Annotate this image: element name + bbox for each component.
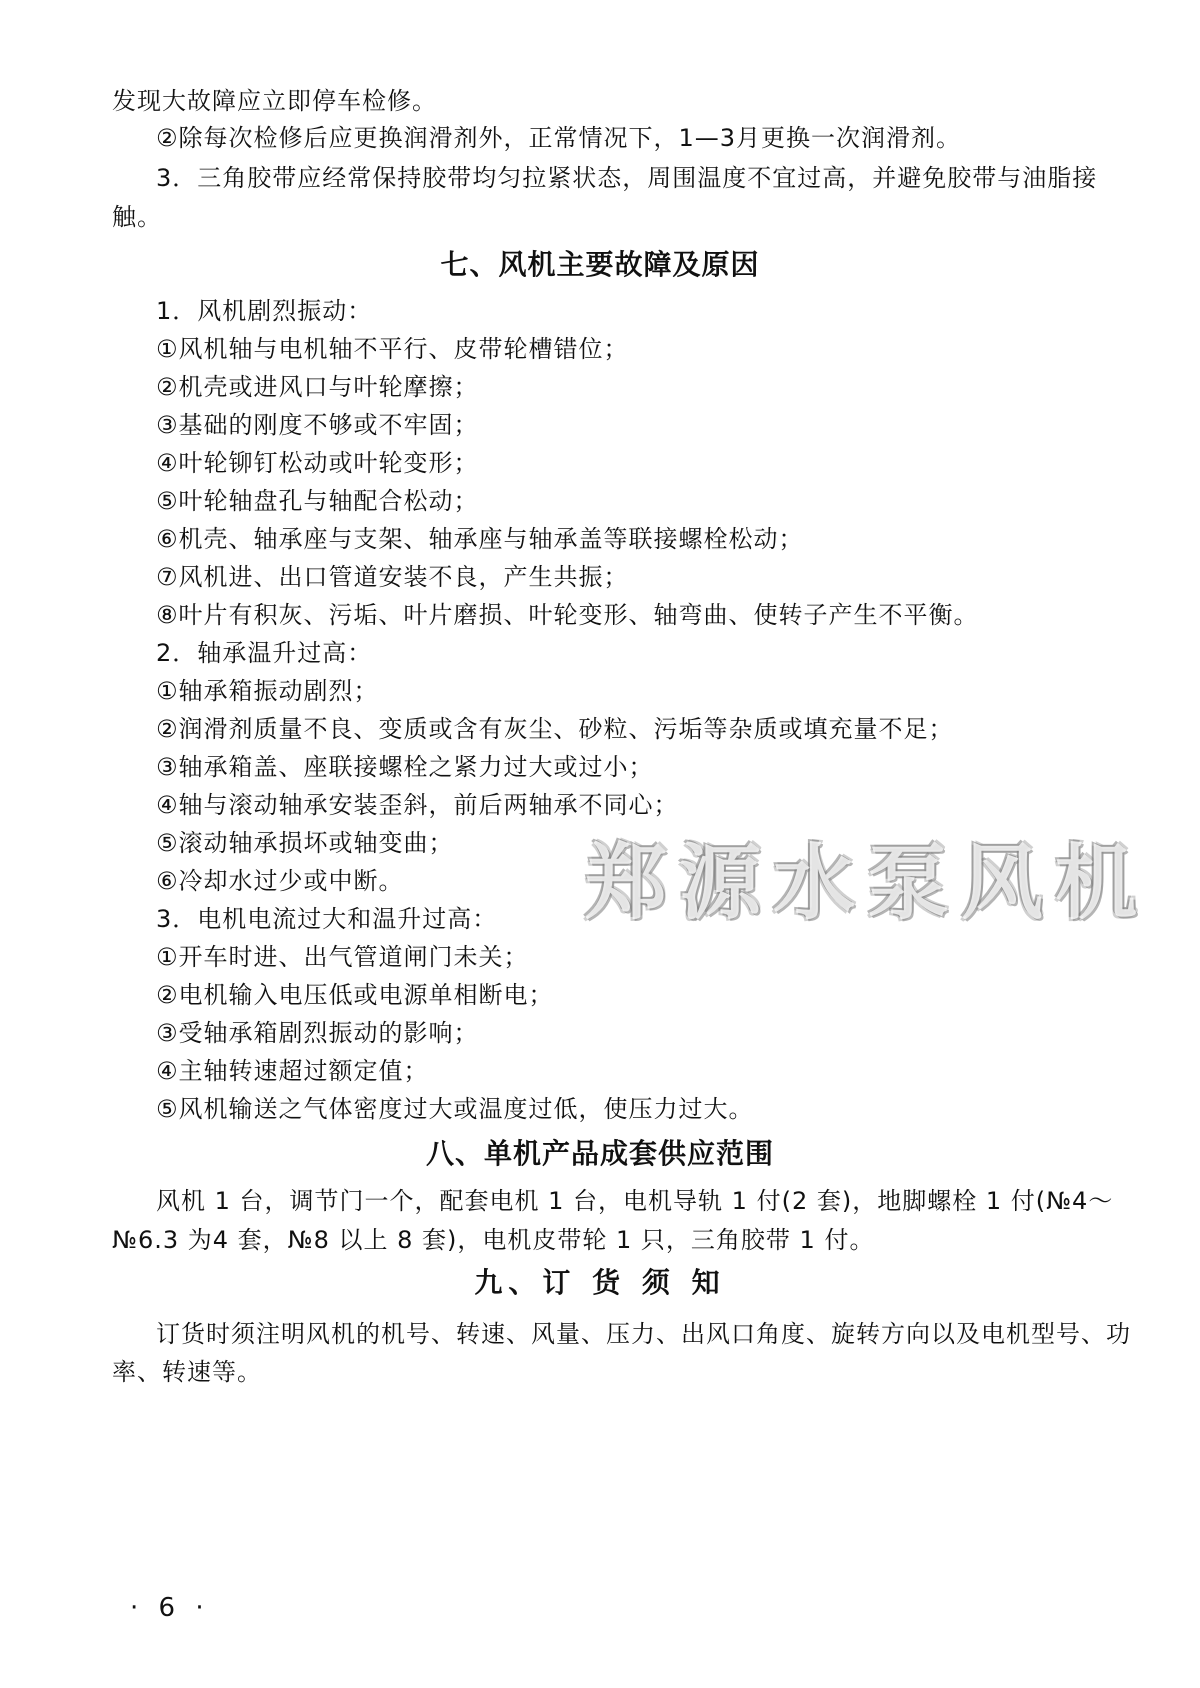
list-item: ②机壳或进风口与叶轮摩擦； [156, 373, 479, 401]
list-item: ④轴与滚动轴承安装歪斜，前后两轴承不同心； [156, 791, 679, 819]
page-number: · 6 · [130, 1593, 210, 1623]
list-item: ①轴承箱振动剧烈； [156, 677, 379, 705]
list-item: ⑦风机进、出口管道安装不良，产生共振； [156, 563, 629, 591]
list-item: ⑧叶片有积灰、污垢、叶片磨损、叶轮变形、轴弯曲、使转子产生不平衡。 [156, 601, 979, 629]
list-item: ④主轴转速超过额定值； [156, 1057, 429, 1085]
list-item: ③轴承箱盖、座联接螺栓之紧力过大或过小； [156, 753, 654, 781]
paragraph-line: 率、转速等。 [112, 1358, 262, 1386]
list-item: ②电机输入电压低或电源单相断电； [156, 981, 554, 1009]
list-item: ①开车时进、出气管道闸门未关； [156, 943, 529, 971]
watermark: 郑源水泵风机 [585, 835, 1150, 931]
paragraph-line: 触。 [112, 203, 162, 231]
list-item: ①风机轴与电机轴不平行、皮带轮槽错位； [156, 335, 629, 363]
list-item: ③受轴承箱剧烈振动的影响； [156, 1019, 479, 1047]
paragraph-line: 3．三角胶带应经常保持胶带均匀拉紧状态，周围温度不宜过高，并避免胶带与油脂接 [156, 164, 1098, 192]
subsection-heading: 2．轴承温升过高： [156, 639, 373, 667]
list-item: ②润滑剂质量不良、变质或含有灰尘、砂粒、污垢等杂质或填充量不足； [156, 715, 954, 743]
paragraph-line: №6.3 为4 套，№8 以上 8 套)，电机皮带轮 1 只，三角胶带 1 付。 [112, 1226, 875, 1254]
list-item: ⑥冷却水过少或中断。 [156, 867, 404, 895]
subsection-heading: 3．电机电流过大和温升过高： [156, 905, 498, 933]
list-item: ③基础的刚度不够或不牢固； [156, 411, 479, 439]
paragraph-line: 发现大故障应立即停车检修。 [112, 87, 437, 115]
section-heading: 八、单机产品成套供应范围 [425, 1137, 774, 1170]
subsection-heading: 1．风机剧烈振动： [156, 297, 373, 325]
section-heading: 九、订 货 须 知 [474, 1266, 726, 1299]
paragraph-line: 风机 1 台，调节门一个，配套电机 1 台，电机导轨 1 付(2 套)，地脚螺栓 1 付(№4～ [156, 1187, 1114, 1215]
section-heading: 七、风机主要故障及原因 [440, 248, 760, 281]
list-item: ④叶轮铆钉松动或叶轮变形； [156, 449, 479, 477]
paragraph-line: ②除每次检修后应更换润滑剂外，正常情况下，1—3月更换一次润滑剂。 [156, 124, 962, 152]
list-item: ⑥机壳、轴承座与支架、轴承座与轴承盖等联接螺栓松动； [156, 525, 804, 553]
list-item: ⑤叶轮轴盘孔与轴配合松动； [156, 487, 479, 515]
list-item: ⑤滚动轴承损坏或轴变曲； [156, 829, 454, 857]
paragraph-line: 订货时须注明风机的机号、转速、风量、压力、出风口角度、旋转方向以及电机型号、功 [156, 1320, 1131, 1348]
list-item: ⑤风机输送之气体密度过大或温度过低，使压力过大。 [156, 1095, 754, 1123]
